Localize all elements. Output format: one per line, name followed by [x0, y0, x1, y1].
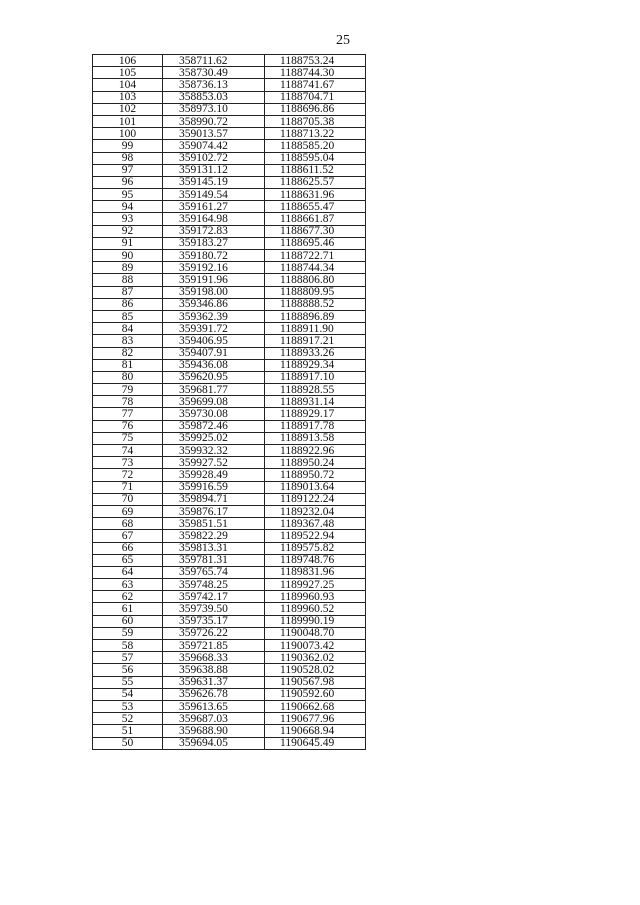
- y-coordinate-cell: 1189522.94: [265, 530, 366, 542]
- coordinates-table-body: [93, 55, 366, 750]
- x-coordinate-cell: 359822.29: [163, 530, 265, 542]
- table-row: [93, 688, 366, 700]
- point-number-cell: 105: [93, 67, 163, 79]
- point-number-cell: 83: [93, 335, 163, 347]
- point-number-cell: 80: [93, 371, 163, 383]
- y-coordinate-cell: 1188677.30: [265, 225, 366, 237]
- x-coordinate-cell: 359932.32: [163, 445, 265, 457]
- point-number-cell: 92: [93, 225, 163, 237]
- y-coordinate-cell: 1188753.24: [265, 55, 366, 67]
- point-number-cell: 60: [93, 615, 163, 627]
- x-coordinate-cell: 359149.54: [163, 189, 265, 201]
- y-coordinate-cell: 1190677.96: [265, 713, 366, 725]
- table-row: [93, 201, 366, 213]
- table-row: [93, 396, 366, 408]
- table-row: [93, 542, 366, 554]
- table-row: [93, 579, 366, 591]
- x-coordinate-cell: 359726.22: [163, 627, 265, 639]
- point-number-cell: 99: [93, 140, 163, 152]
- x-coordinate-cell: 359876.17: [163, 505, 265, 517]
- point-number-cell: 78: [93, 396, 163, 408]
- point-number-cell: 100: [93, 128, 163, 140]
- y-coordinate-cell: 1188896.89: [265, 310, 366, 322]
- y-coordinate-cell: 1190048.70: [265, 627, 366, 639]
- point-number-cell: 73: [93, 457, 163, 469]
- x-coordinate-cell: 359013.57: [163, 128, 265, 140]
- table-row: [93, 530, 366, 542]
- table-row: [93, 347, 366, 359]
- point-number-cell: 70: [93, 493, 163, 505]
- y-coordinate-cell: 1189927.25: [265, 579, 366, 591]
- table-row: [93, 554, 366, 566]
- table-row: [93, 713, 366, 725]
- point-number-cell: 84: [93, 323, 163, 335]
- y-coordinate-cell: 1188933.26: [265, 347, 366, 359]
- x-coordinate-cell: 359730.08: [163, 408, 265, 420]
- point-number-cell: 90: [93, 250, 163, 262]
- table-row: [93, 627, 366, 639]
- point-number-cell: 96: [93, 176, 163, 188]
- y-coordinate-cell: 1188704.71: [265, 91, 366, 103]
- table-row: [93, 493, 366, 505]
- point-number-cell: 62: [93, 591, 163, 603]
- point-number-cell: 76: [93, 420, 163, 432]
- x-coordinate-cell: 359813.31: [163, 542, 265, 554]
- x-coordinate-cell: 359191.96: [163, 274, 265, 286]
- x-coordinate-cell: 359620.95: [163, 371, 265, 383]
- point-number-cell: 69: [93, 505, 163, 517]
- y-coordinate-cell: 1188695.46: [265, 237, 366, 249]
- table-row: [93, 286, 366, 298]
- table-row: [93, 176, 366, 188]
- table-row: [93, 237, 366, 249]
- point-number-cell: 53: [93, 700, 163, 712]
- table-row: [93, 518, 366, 530]
- table-row: [93, 640, 366, 652]
- x-coordinate-cell: 359851.51: [163, 518, 265, 530]
- point-number-cell: 102: [93, 103, 163, 115]
- table-row: [93, 664, 366, 676]
- table-row: [93, 408, 366, 420]
- table-row: [93, 676, 366, 688]
- x-coordinate-cell: 359638.88: [163, 664, 265, 676]
- point-number-cell: 86: [93, 298, 163, 310]
- point-number-cell: 106: [93, 55, 163, 67]
- y-coordinate-cell: 1189990.19: [265, 615, 366, 627]
- x-coordinate-cell: 359145.19: [163, 176, 265, 188]
- point-number-cell: 89: [93, 262, 163, 274]
- y-coordinate-cell: 1188595.04: [265, 152, 366, 164]
- x-coordinate-cell: 359781.31: [163, 554, 265, 566]
- coordinates-table: [92, 54, 366, 750]
- x-coordinate-cell: 358711.62: [163, 55, 265, 67]
- point-number-cell: 66: [93, 542, 163, 554]
- x-coordinate-cell: 359346.86: [163, 298, 265, 310]
- point-number-cell: 50: [93, 737, 163, 749]
- y-coordinate-cell: 1188744.30: [265, 67, 366, 79]
- x-coordinate-cell: 359172.83: [163, 225, 265, 237]
- table-row: [93, 262, 366, 274]
- y-coordinate-cell: 1188661.87: [265, 213, 366, 225]
- point-number-cell: 103: [93, 91, 163, 103]
- y-coordinate-cell: 1188655.47: [265, 201, 366, 213]
- y-coordinate-cell: 1188950.24: [265, 457, 366, 469]
- table-row: [93, 335, 366, 347]
- x-coordinate-cell: 358853.03: [163, 91, 265, 103]
- x-coordinate-cell: 359407.91: [163, 347, 265, 359]
- point-number-cell: 87: [93, 286, 163, 298]
- y-coordinate-cell: 1188917.78: [265, 420, 366, 432]
- y-coordinate-cell: 1190668.94: [265, 725, 366, 737]
- point-number-cell: 85: [93, 310, 163, 322]
- point-number-cell: 52: [93, 713, 163, 725]
- x-coordinate-cell: 359192.16: [163, 262, 265, 274]
- y-coordinate-cell: 1188585.20: [265, 140, 366, 152]
- table-row: [93, 371, 366, 383]
- point-number-cell: 72: [93, 469, 163, 481]
- y-coordinate-cell: 1189960.93: [265, 591, 366, 603]
- table-row: [93, 310, 366, 322]
- y-coordinate-cell: 1190592.60: [265, 688, 366, 700]
- point-number-cell: 64: [93, 566, 163, 578]
- x-coordinate-cell: 359161.27: [163, 201, 265, 213]
- point-number-cell: 94: [93, 201, 163, 213]
- x-coordinate-cell: 359362.39: [163, 310, 265, 322]
- x-coordinate-cell: 359765.74: [163, 566, 265, 578]
- table-row: [93, 505, 366, 517]
- x-coordinate-cell: 358973.10: [163, 103, 265, 115]
- x-coordinate-cell: 359687.03: [163, 713, 265, 725]
- y-coordinate-cell: 1188713.22: [265, 128, 366, 140]
- y-coordinate-cell: 1188611.52: [265, 164, 366, 176]
- table-row: [93, 432, 366, 444]
- x-coordinate-cell: 359668.33: [163, 652, 265, 664]
- point-number-cell: 75: [93, 432, 163, 444]
- page-number: 25: [336, 33, 350, 48]
- x-coordinate-cell: 359925.02: [163, 432, 265, 444]
- y-coordinate-cell: 1188888.52: [265, 298, 366, 310]
- x-coordinate-cell: 359688.90: [163, 725, 265, 737]
- point-number-cell: 101: [93, 115, 163, 127]
- table-row: [93, 420, 366, 432]
- table-row: [93, 591, 366, 603]
- y-coordinate-cell: 1190362.02: [265, 652, 366, 664]
- table-row: [93, 103, 366, 115]
- point-number-cell: 63: [93, 579, 163, 591]
- x-coordinate-cell: 359631.37: [163, 676, 265, 688]
- table-row: [93, 700, 366, 712]
- point-number-cell: 54: [93, 688, 163, 700]
- table-row: [93, 91, 366, 103]
- table-row: [93, 115, 366, 127]
- y-coordinate-cell: 1188917.10: [265, 371, 366, 383]
- y-coordinate-cell: 1188929.17: [265, 408, 366, 420]
- point-number-cell: 82: [93, 347, 163, 359]
- x-coordinate-cell: 359735.17: [163, 615, 265, 627]
- x-coordinate-cell: 359748.25: [163, 579, 265, 591]
- y-coordinate-cell: 1188625.57: [265, 176, 366, 188]
- point-number-cell: 55: [93, 676, 163, 688]
- point-number-cell: 74: [93, 445, 163, 457]
- y-coordinate-cell: 1188631.96: [265, 189, 366, 201]
- point-number-cell: 95: [93, 189, 163, 201]
- point-number-cell: 88: [93, 274, 163, 286]
- point-number-cell: 77: [93, 408, 163, 420]
- table-row: [93, 225, 366, 237]
- table-row: [93, 250, 366, 262]
- y-coordinate-cell: 1189960.52: [265, 603, 366, 615]
- table-row: [93, 652, 366, 664]
- table-row: [93, 323, 366, 335]
- y-coordinate-cell: 1188950.72: [265, 469, 366, 481]
- point-number-cell: 104: [93, 79, 163, 91]
- y-coordinate-cell: 1188705.38: [265, 115, 366, 127]
- table-row: [93, 359, 366, 371]
- point-number-cell: 91: [93, 237, 163, 249]
- point-number-cell: 56: [93, 664, 163, 676]
- table-row: [93, 298, 366, 310]
- x-coordinate-cell: 359739.50: [163, 603, 265, 615]
- table-row: [93, 140, 366, 152]
- x-coordinate-cell: 359872.46: [163, 420, 265, 432]
- x-coordinate-cell: 358736.13: [163, 79, 265, 91]
- x-coordinate-cell: 359406.95: [163, 335, 265, 347]
- point-number-cell: 68: [93, 518, 163, 530]
- x-coordinate-cell: 359916.59: [163, 481, 265, 493]
- x-coordinate-cell: 359894.71: [163, 493, 265, 505]
- x-coordinate-cell: 359699.08: [163, 396, 265, 408]
- table-row: [93, 384, 366, 396]
- table-row: [93, 274, 366, 286]
- point-number-cell: 97: [93, 164, 163, 176]
- table-row: [93, 152, 366, 164]
- point-number-cell: 65: [93, 554, 163, 566]
- table-row: [93, 128, 366, 140]
- y-coordinate-cell: 1188913.58: [265, 432, 366, 444]
- point-number-cell: 81: [93, 359, 163, 371]
- x-coordinate-cell: 359626.78: [163, 688, 265, 700]
- y-coordinate-cell: 1188744.34: [265, 262, 366, 274]
- point-number-cell: 71: [93, 481, 163, 493]
- y-coordinate-cell: 1188911.90: [265, 323, 366, 335]
- x-coordinate-cell: 359183.27: [163, 237, 265, 249]
- table-row: [93, 445, 366, 457]
- y-coordinate-cell: 1190567.98: [265, 676, 366, 688]
- x-coordinate-cell: 359742.17: [163, 591, 265, 603]
- y-coordinate-cell: 1189575.82: [265, 542, 366, 554]
- y-coordinate-cell: 1188917.21: [265, 335, 366, 347]
- y-coordinate-cell: 1189367.48: [265, 518, 366, 530]
- y-coordinate-cell: 1189122.24: [265, 493, 366, 505]
- table-row: [93, 725, 366, 737]
- table-row: [93, 737, 366, 749]
- y-coordinate-cell: 1188696.86: [265, 103, 366, 115]
- table-row: [93, 67, 366, 79]
- x-coordinate-cell: 359164.98: [163, 213, 265, 225]
- point-number-cell: 67: [93, 530, 163, 542]
- x-coordinate-cell: 359613.65: [163, 700, 265, 712]
- point-number-cell: 98: [93, 152, 163, 164]
- x-coordinate-cell: 359074.42: [163, 140, 265, 152]
- table-row: [93, 55, 366, 67]
- x-coordinate-cell: 359694.05: [163, 737, 265, 749]
- point-number-cell: 51: [93, 725, 163, 737]
- y-coordinate-cell: 1188806.80: [265, 274, 366, 286]
- table-row: [93, 566, 366, 578]
- table-row: [93, 603, 366, 615]
- y-coordinate-cell: 1190662.68: [265, 700, 366, 712]
- y-coordinate-cell: 1188929.34: [265, 359, 366, 371]
- y-coordinate-cell: 1190073.42: [265, 640, 366, 652]
- y-coordinate-cell: 1188809.95: [265, 286, 366, 298]
- x-coordinate-cell: 359391.72: [163, 323, 265, 335]
- y-coordinate-cell: 1188931.14: [265, 396, 366, 408]
- point-number-cell: 93: [93, 213, 163, 225]
- point-number-cell: 61: [93, 603, 163, 615]
- y-coordinate-cell: 1188741.67: [265, 79, 366, 91]
- x-coordinate-cell: 359102.72: [163, 152, 265, 164]
- x-coordinate-cell: 359928.49: [163, 469, 265, 481]
- y-coordinate-cell: 1189232.04: [265, 505, 366, 517]
- table-row: [93, 615, 366, 627]
- table-row: [93, 481, 366, 493]
- x-coordinate-cell: 359180.72: [163, 250, 265, 262]
- y-coordinate-cell: 1188928.55: [265, 384, 366, 396]
- x-coordinate-cell: 359198.00: [163, 286, 265, 298]
- y-coordinate-cell: 1189831.96: [265, 566, 366, 578]
- table-row: [93, 213, 366, 225]
- point-number-cell: 59: [93, 627, 163, 639]
- y-coordinate-cell: 1189748.76: [265, 554, 366, 566]
- x-coordinate-cell: 359131.12: [163, 164, 265, 176]
- table-row: [93, 189, 366, 201]
- x-coordinate-cell: 359681.77: [163, 384, 265, 396]
- y-coordinate-cell: 1190645.49: [265, 737, 366, 749]
- y-coordinate-cell: 1190528.02: [265, 664, 366, 676]
- point-number-cell: 58: [93, 640, 163, 652]
- x-coordinate-cell: 359721.85: [163, 640, 265, 652]
- y-coordinate-cell: 1188922.96: [265, 445, 366, 457]
- table-row: [93, 457, 366, 469]
- x-coordinate-cell: 358990.72: [163, 115, 265, 127]
- x-coordinate-cell: 359436.08: [163, 359, 265, 371]
- x-coordinate-cell: 358730.49: [163, 67, 265, 79]
- point-number-cell: 57: [93, 652, 163, 664]
- point-number-cell: 79: [93, 384, 163, 396]
- x-coordinate-cell: 359927.52: [163, 457, 265, 469]
- y-coordinate-cell: 1188722.71: [265, 250, 366, 262]
- y-coordinate-cell: 1189013.64: [265, 481, 366, 493]
- table-row: [93, 164, 366, 176]
- table-row: [93, 469, 366, 481]
- table-row: [93, 79, 366, 91]
